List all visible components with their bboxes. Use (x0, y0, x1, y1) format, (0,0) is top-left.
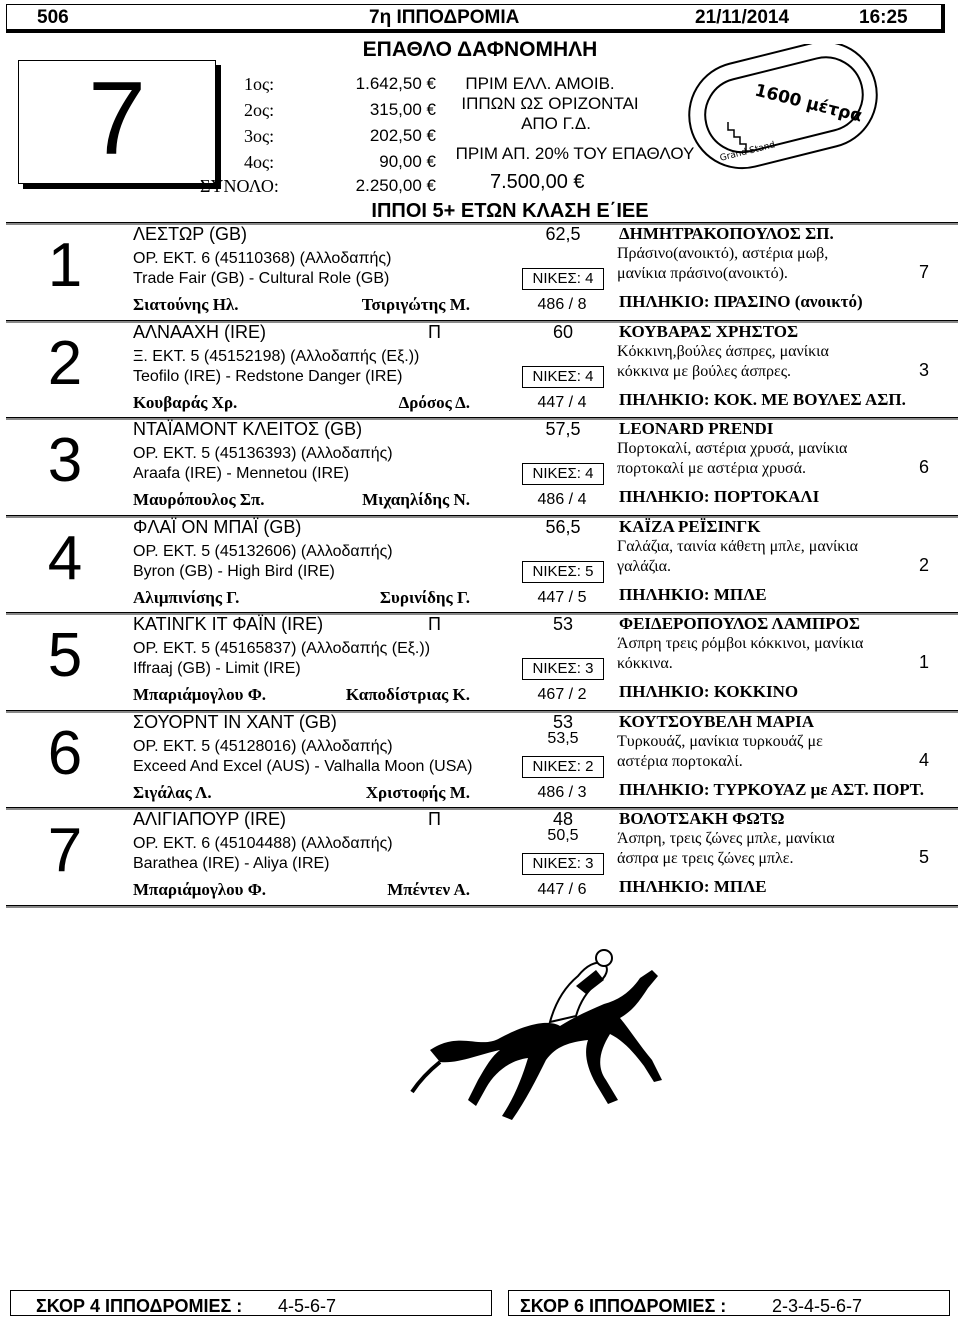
horse-jockey: Χριστοφής Μ. (365, 783, 470, 802)
horse-name: ΣΟΥΟΡΝΤ ΙΝ ΧΑΝΤ (GB) (133, 712, 337, 732)
helmet-color: ΠΗΛΗΚΙΟ: ΜΠΛΕ (619, 877, 767, 896)
prize-label-3: 3ος: (244, 126, 275, 146)
horse-weight: 57,5 (545, 419, 581, 439)
horse-owner: ΒΟΛΟΤΣΑΚΗ ΦΩΤΩ (619, 809, 785, 828)
race-category: ΙΠΠΟΙ 5+ ΕΤΩΝ ΚΛΑΣΗ Ε΄ΙΕΕ (371, 200, 649, 222)
horse-owner: ΚΟΥΤΣΟΥΒΕΛΗ ΜΑΡΙΑ (619, 712, 815, 731)
race-time: 16:25 (859, 7, 908, 28)
horse-pedigree: Byron (GB) - High Bird (IRE) (133, 563, 335, 580)
horse-jockey: Συρινίδης Γ. (379, 588, 470, 607)
draw-number: 4 (918, 750, 929, 770)
prize-info-3: ΑΠΟ Γ.Δ. (521, 114, 591, 133)
horse-jockey: Καποδίστριας Κ. (345, 685, 470, 704)
prize-total-value: 2.250,00 € (355, 176, 436, 195)
horse-jockey: Μιχαηλίδης Ν. (362, 490, 470, 509)
horse-wins: ΝΙΚΕΣ: 3 (522, 853, 604, 875)
horse-flag: Π (428, 322, 441, 342)
horse-owner: ΚΑΪΖΑ ΡΕΪΣΙΝΓΚ (619, 517, 761, 536)
helmet-color: ΠΗΛΗΚΙΟ: ΜΠΛΕ (619, 585, 767, 604)
helmet-color: ΠΗΛΗΚΙΟ: ΤΥΡΚΟΥΑΖ με ΑΣΤ. ΠΟΡΤ. (619, 780, 925, 799)
horse-number: 6 (47, 719, 83, 788)
horse-rating: 486 / 4 (537, 491, 587, 508)
horse-wins: ΝΙΚΕΣ: 4 (522, 463, 604, 485)
jockey-illustration (400, 930, 690, 1140)
horse-weight: 53 (552, 712, 574, 732)
horse-weight-alt: 50,5 (547, 827, 579, 844)
horse-number: 4 (47, 524, 83, 593)
horse-flag: Π (428, 809, 441, 829)
score4-value: 4-5-6-7 (278, 1296, 337, 1316)
silks-line-2: άσπρα με τρεις ζώνες μπλε. (617, 850, 794, 867)
grand-stand-label: Grand Stand (718, 140, 777, 164)
horse-trainer: Μπαριάμογλου Φ. (133, 880, 267, 899)
prize-label-1: 1ος: (244, 74, 275, 94)
horse-id-line: ΟΡ. ΕΚΤ. 5 (45165837) (Αλλοδαπής (Εξ.)) (133, 640, 431, 657)
horse-name: ΑΛΝΑΑΧΗ (IRE) (133, 322, 267, 342)
horse-rating: 447 / 4 (537, 394, 587, 411)
horse-pedigree: Araafa (IRE) - Mennetou (IRE) (133, 465, 350, 482)
horse-number: 7 (47, 816, 83, 885)
race-number: 7 (88, 61, 146, 177)
horse-pedigree: Barathea (IRE) - Aliya (IRE) (133, 855, 330, 872)
horse-trainer: Κουβαράς Χρ. (133, 393, 238, 412)
prize-value-2: 315,00 € (369, 100, 436, 119)
horse-rating: 486 / 3 (537, 784, 587, 801)
prize-info-4: ΠΡΙΜ ΑΠ. 20% ΤΟΥ ΕΠΑΘΛΟΥ (455, 144, 695, 163)
horse-weight: 48 (552, 809, 574, 829)
horse-weight-alt: 53,5 (547, 730, 579, 747)
horse-wins: ΝΙΚΕΣ: 4 (522, 268, 604, 290)
horse-name: ΦΛΑΪ ΟΝ ΜΠΑΪ (GB) (133, 517, 302, 537)
horse-trainer: Σιατούνης Ηλ. (133, 295, 239, 314)
draw-number: 6 (918, 457, 929, 477)
silks-line-2: αστέρια πορτοκαλί. (617, 753, 743, 770)
horse-name: ΚΑΤΙΝΓΚ ΙΤ ΦΑΪΝ (IRE) (133, 614, 324, 634)
horse-wins: ΝΙΚΕΣ: 4 (522, 366, 604, 388)
horse-jockey: Μπέντεν Α. (387, 880, 470, 899)
helmet-color: ΠΗΛΗΚΙΟ: ΚΟΚ. ΜΕ ΒΟΥΛΕΣ ΑΣΠ. (619, 390, 906, 409)
helmet-color: ΠΗΛΗΚΙΟ: ΚΟΚΚΙΝΟ (619, 682, 799, 701)
race-label: 7η ΙΠΠΟΔΡΟΜΙΑ (369, 7, 520, 28)
silks-line-2: κόκκινα. (617, 655, 673, 672)
horse-id-line: ΟΡ. ΕΚΤ. 6 (45110368) (Αλλοδαπής) (133, 250, 392, 267)
silks-line-1: Πορτοκαλί, αστέρια χρυσά, μανίκια (617, 440, 848, 457)
horse-pedigree: Exceed And Excel (AUS) - Valhalla Moon (USA) (133, 758, 473, 775)
race-number-box (18, 60, 216, 184)
silks-line-2: μανίκια πράσινο(ανοικτό). (617, 265, 788, 282)
horse-jockey: Τσιριγώτης Μ. (361, 295, 470, 314)
score6-label: ΣΚΟΡ 6 ΙΠΠΟΔΡΟΜΙΕΣ : (520, 1296, 727, 1316)
helmet-color: ΠΗΛΗΚΙΟ: ΠΟΡΤΟΚΑΛΙ (619, 487, 820, 506)
horse-rating: 447 / 5 (537, 589, 587, 606)
horse-id-line: ΟΡ. ΕΚΤ. 6 (45104488) (Αλλοδαπής) (133, 835, 393, 852)
horse-trainer: Σιγάλας Λ. (133, 783, 212, 802)
horse-flag: Π (428, 614, 441, 634)
horse-id-line: ΟΡ. ΕΚΤ. 5 (45136393) (Αλλοδαπής) (133, 445, 393, 462)
horse-jockey: Δρόσος Δ. (398, 393, 470, 412)
horse-trainer: Αλιμπινίσης Γ. (133, 588, 240, 607)
draw-number: 1 (918, 652, 929, 672)
horse-name: ΝΤΑΪΑΜΟΝΤ ΚΛΕΙΤΟΣ (GB) (133, 419, 363, 439)
prize-label-4: 4ος: (244, 152, 275, 172)
horse-id-line: ΟΡ. ΕΚΤ. 5 (45128016) (Αλλοδαπής) (133, 738, 393, 755)
page-number: 506 (37, 7, 69, 28)
horse-rating: 486 / 8 (537, 296, 587, 313)
horse-rating: 447 / 6 (537, 881, 587, 898)
prize-total-label: ΣΥΝΟΛΟ: (200, 176, 279, 196)
horse-owner: LEONARD PRENDI (619, 419, 774, 438)
horse-name: ΑΛΙΓΙΑΠΟΥΡ (IRE) (133, 809, 287, 829)
prize-value-4: 90,00 € (379, 152, 436, 171)
draw-number: 7 (918, 262, 929, 282)
prize-info-1: ΠΡΙΜ ΕΛΛ. ΑΜΟΙΒ. (465, 74, 615, 93)
silks-line-1: Κόκκινη,βούλες άσπρες, μανίκια (617, 343, 829, 360)
horse-rating: 467 / 2 (537, 686, 587, 703)
track-distance: 1600 μέτρα (752, 80, 865, 127)
score6-value: 2-3-4-5-6-7 (772, 1296, 863, 1316)
horse-weight: 53 (552, 614, 574, 634)
horse-id-line: ΟΡ. ΕΚΤ. 5 (45132606) (Αλλοδαπής) (133, 543, 393, 560)
horse-pedigree: Iffraaj (GB) - Limit (IRE) (133, 660, 301, 677)
prize-label-2: 2ος: (244, 100, 275, 120)
helmet-color: ΠΗΛΗΚΙΟ: ΠΡΑΣΙΝΟ (ανοικτό) (619, 292, 863, 311)
prize-info-total: 7.500,00 € (490, 171, 585, 193)
race-date: 21/11/2014 (695, 7, 790, 28)
horse-wins: ΝΙΚΕΣ: 2 (522, 756, 604, 778)
horse-number: 5 (47, 621, 83, 690)
horse-owner: ΚΟΥΒΑΡΑΣ ΧΡΗΣΤΟΣ (619, 322, 799, 341)
horse-wins: ΝΙΚΕΣ: 3 (522, 658, 604, 680)
silks-line-2: γαλάζια. (617, 558, 671, 575)
horse-weight: 56,5 (545, 517, 581, 537)
draw-number: 2 (918, 555, 929, 575)
horse-owner: ΔΗΜΗΤΡΑΚΟΠΟΥΛΟΣ ΣΠ. (619, 224, 834, 243)
header-bar (6, 4, 945, 33)
horse-number: 1 (47, 231, 83, 300)
prize-info-2: ΙΠΠΩΝ ΩΣ ΟΡΙΖΟΝΤΑΙ (461, 94, 639, 113)
horse-trainer: Μπαριάμογλου Φ. (133, 685, 267, 704)
score4-label: ΣΚΟΡ 4 ΙΠΠΟΔΡΟΜΙΕΣ : (36, 1296, 243, 1316)
draw-number: 3 (918, 360, 929, 380)
horse-weight: 60 (552, 322, 574, 342)
silks-line-1: Πράσινο(ανοικτό), αστέρια μωβ, (617, 245, 829, 262)
silks-line-1: Τυρκουάζ, μανίκια τυρκουάζ με (617, 733, 823, 750)
horse-wins: ΝΙΚΕΣ: 5 (522, 561, 604, 583)
race-title: ΕΠΑΘΛΟ ΔΑΦΝΟΜΗΛΗ (362, 38, 598, 61)
row-divider (6, 905, 958, 908)
silks-line-1: Άσπρη τρεις ρόμβοι κόκκινοι, μανίκια (617, 635, 864, 652)
horse-number: 3 (47, 426, 83, 495)
horse-pedigree: Teofilo (IRE) - Redstone Danger (IRE) (133, 368, 403, 385)
silks-line-1: Γαλάζια, ταινία κάθετη μπλε, μανίκια (617, 538, 859, 555)
horse-name: ΛΕΣΤΩΡ (GB) (133, 224, 247, 244)
horse-number: 2 (47, 329, 83, 398)
horse-pedigree: Trade Fair (GB) - Cultural Role (GB) (133, 270, 390, 287)
track-diagram (670, 44, 892, 174)
horse-weight: 62,5 (545, 224, 581, 244)
silks-line-2: κόκκινα με βούλες άσπρες. (617, 363, 792, 380)
silks-line-2: πορτοκαλί με αστέρια χρυσά. (617, 460, 806, 477)
silks-line-1: Άσπρη, τρεις ζώνες μπλε, μανίκια (617, 830, 835, 847)
horse-id-line: Ξ. ΕΚΤ. 5 (45152198) (Αλλοδαπής (Εξ.)) (133, 348, 420, 365)
prize-value-1: 1.642,50 € (355, 74, 436, 93)
draw-number: 5 (918, 847, 929, 867)
horse-owner: ΦΕΙΔΕΡΟΠΟΥΛΟΣ ΛΑΜΠΡΟΣ (619, 614, 860, 633)
horse-trainer: Μαυρόπουλος Σπ. (133, 490, 265, 509)
prize-value-3: 202,50 € (369, 126, 436, 145)
